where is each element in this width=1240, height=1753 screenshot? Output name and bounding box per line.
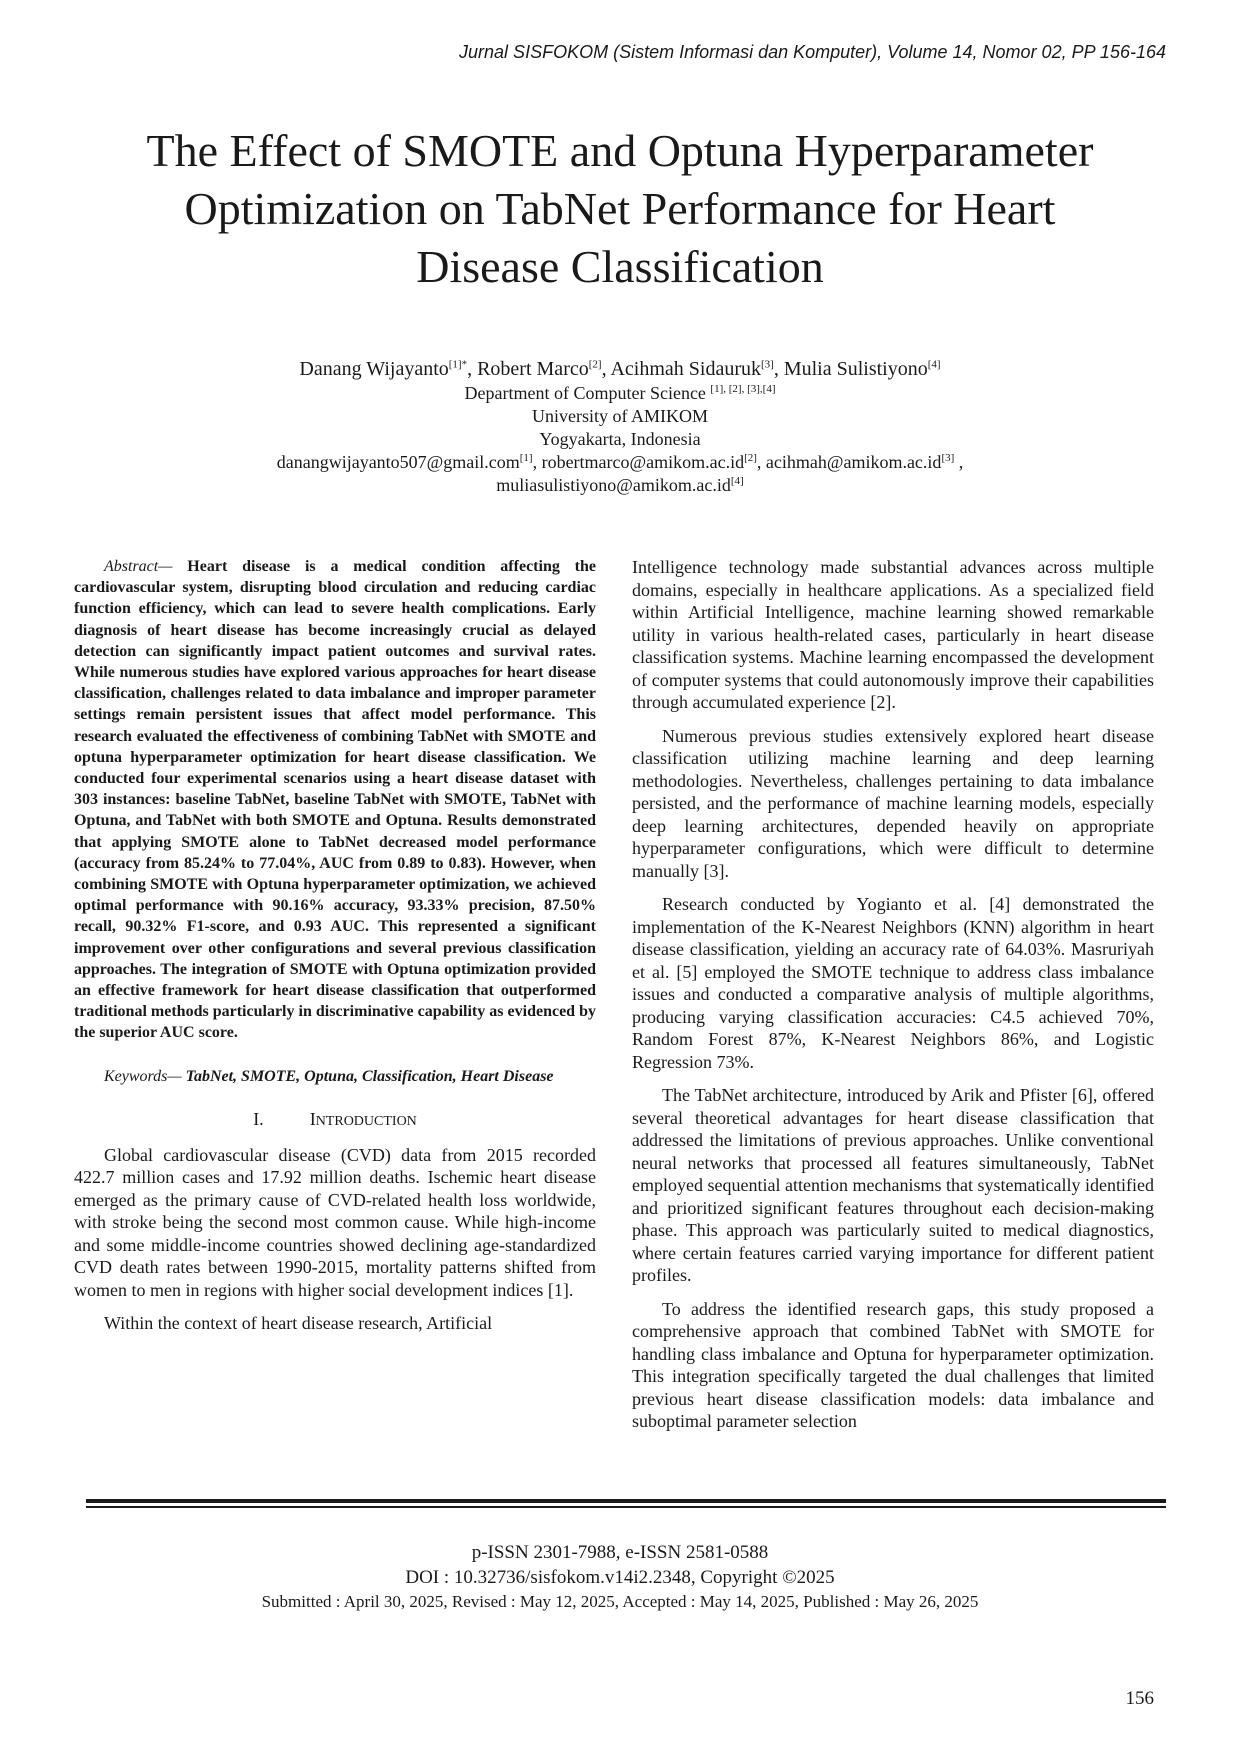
abstract [74, 556, 596, 1044]
left-column [74, 556, 596, 1346]
email-list-continued [120, 474, 1120, 497]
email-mark: [1] [519, 452, 533, 464]
title-line: Disease Classification [416, 241, 824, 292]
page-footer [120, 1540, 1120, 1613]
abstract-text: Heart disease is a medical condition affecting the cardiovascular system, disrupting blood circulation and reducing cardiac function efficiency, which can lead to severe health complications. Early diagnosis of heart disease has become increasingly crucial as delayed detection can significantly impact patient outcomes and survival rates. While numerous studies have explored various approaches for heart disease classification, challenges related to data imbalance and improper parameter settings remain persistent issues that affect model performance. This research evaluated the effectiveness of combining TabNet with SMOTE and optuna hyperparameter optimization for heart disease classification. We conducted four experimental scenarios using a heart disease dataset with 303 instances: baseline TabNet, baseline TabNet with SMOTE, TabNet with Optuna, and TabNet with both SMOTE and Optuna. Results demonstrated that applying SMOTE alone to TabNet decreased model performance (accuracy from 85.24% to 77.04%, AUC from 0.89 to 0.83). However, when combining SMOTE with Optuna hyperparameter optimization, we achieved optimal performance with 90.16% accuracy, 93.33% precision, 87.50% recall, 90.32% F1-score, and 0.93 AUC. This represented a significant improvement over other configurations and several previous classification approaches. The integration of SMOTE with Optuna optimization provided an effective framework for heart disease classification that outperformed traditional methods particularly in discriminative capability as evidenced by the superior AUC score. [74, 558, 597, 1042]
author-affiliation-mark: [4] [927, 358, 941, 371]
author-name: Acihmah Sidauruk [610, 358, 761, 380]
author-list: Danang Wijayanto$^{[1]*}$, Robert Marco[2], Acihmah Sidauruk[3], Mulia Sulistiyono[4] [299, 358, 941, 380]
body-paragraph: Numerous previous studies extensively explored heart disease classification utilizing machine learning and deep learning methodologies. Nevertheless, challenges pertaining to data imbalance persisted, and the performance of machine learning models, especially deep learning architectures, depended heavily on appropriate hyperparameter configurations, which were difficult to determine manually [3]. [632, 725, 1154, 881]
keywords-label: Keywords— [104, 1067, 182, 1085]
keywords-text: TabNet, SMOTE, Optuna, Classification, Heart Disease [185, 1067, 554, 1085]
author-email[interactable]: muliasulistiyono@amikom.ac.id [496, 475, 731, 495]
author-name: Danang Wijayanto [299, 358, 449, 380]
doi-line: DOI : 10.32736/sisfokom.v14i2.2348, Copyright ©2025 [405, 1567, 835, 1588]
author-affiliation-mark: [3] [761, 358, 774, 371]
author-affiliation-mark: [1]* [448, 358, 468, 371]
footer-divider-thin [86, 1506, 1166, 1508]
right-column [632, 556, 1154, 1444]
body-paragraph: Within the context of heart disease research, Artificial [104, 1313, 493, 1334]
email-mark: [3] [941, 452, 955, 464]
location: Yogyakarta, Indonesia [539, 429, 701, 449]
body-paragraph: Intelligence technology made substantial advances across multiple domains, especially in healthcare applications. As a specialized field within Artificial Intelligence, machine learning showed remarkable utility in various health-related cases, particularly in heart disease classification systems. Machine learning encompassed the development of computer systems that could autonomously improve their capabilities through accumulated experience [2]. [632, 557, 1154, 712]
author-name: Mulia Sulistiyono [783, 358, 928, 380]
section-number: I. [253, 1108, 264, 1129]
journal-running-header: Jurnal SISFOKOM (Sistem Informasi dan Komputer), Volume 14, Nomor 02, PP 156-164 [459, 42, 1166, 62]
body-paragraph: The TabNet architecture, introduced by Arik and Pfister [6], offered several theoretical advantages for heart disease classification that addressed the limitations of previous approaches. Unlike conventional neural networks that processed all features simultaneously, TabNet employed sequential attention mechanisms that systematically identified and prioritized significant features throughout each decision-making phase. This approach was particularly suited to medical diagnostics, where certain features carried varying importance for different patient profiles. [632, 1085, 1154, 1285]
title-line: Optimization on TabNet Performance for Heart [184, 183, 1056, 234]
university: University of AMIKOM [532, 406, 708, 426]
footer-divider-thick [86, 1499, 1166, 1503]
body-paragraph: To address the identified research gaps, this study proposed a comprehensive approach that combined TabNet with SMOTE for handling class imbalance and Optuna for hyperparameter optimization. This integration specifically targeted the dual challenges that limited previous heart disease classification models: data imbalance and suboptimal parameter selection [632, 1298, 1154, 1431]
section-title-rest: NTRODUCTION [315, 1113, 417, 1129]
page-number: 156 [1125, 1688, 1154, 1709]
title-line: The Effect of SMOTE and Optuna Hyperparameter [146, 125, 1094, 176]
department-affiliation-mark: [1], [2], [3],[4] [710, 383, 776, 395]
author-email[interactable]: acihmah@amikom.ac.id [765, 452, 942, 472]
author-email[interactable]: danangwijayanto507@gmail.com [276, 452, 520, 472]
issn-line: p-ISSN 2301-7988, e-ISSN 2581-0588 [471, 1542, 769, 1563]
section-title-initial: I [309, 1108, 316, 1129]
department-name: Department of Computer Science [464, 383, 706, 403]
section-heading-introduction [74, 1107, 596, 1134]
author-affiliation-mark: [2] [588, 358, 602, 371]
submission-dates: Submitted : April 30, 2025, Revised : May 12, 2025, Accepted : May 14, 2025, Published : May 26, 2025 [261, 1592, 979, 1611]
keywords [74, 1066, 596, 1087]
author-block [120, 356, 1120, 497]
body-paragraph: Global cardiovascular disease (CVD) data from 2015 recorded 422.7 million cases and 17.92 million deaths. Ischemic heart disease emerged as the primary cause of CVD-related health loss worldwide, with stroke being the second most common cause. While high-income and some middle-income countries showed declining age-standardized CVD death rates between 1990-2015, mortality patterns shifted from women to men in regions with higher social development indices [1]. [74, 1144, 596, 1300]
author-email[interactable]: robertmarco@amikom.ac.id [541, 452, 745, 472]
department [120, 382, 1120, 405]
email-mark: [2] [744, 452, 757, 464]
email-list: danangwijayanto507@gmail.com[1], robertmarco@amikom.ac.id[2], acihmah@amikom.ac.id[3] , [276, 452, 964, 472]
body-paragraph: Research conducted by Yogianto et al. [4] demonstrated the implementation of the K-Nearest Neighbors (KNN) algorithm in heart disease classification, yielding an accuracy rate of 64.03%. Masruriyah et al. [5] employed the SMOTE technique to address class imbalance issues and conducted a comparative analysis of multiple algorithms, producing varying classification accuracies: C4.5 achieved 70%, Random Forest 87%, K-Nearest Neighbors 86%, and Logistic Regression 73%. [632, 894, 1154, 1072]
author-name: Robert Marco [477, 358, 589, 380]
abstract-label: Abstract— [104, 558, 173, 575]
paper-title [80, 122, 1160, 296]
email-mark: [4] [730, 475, 744, 487]
